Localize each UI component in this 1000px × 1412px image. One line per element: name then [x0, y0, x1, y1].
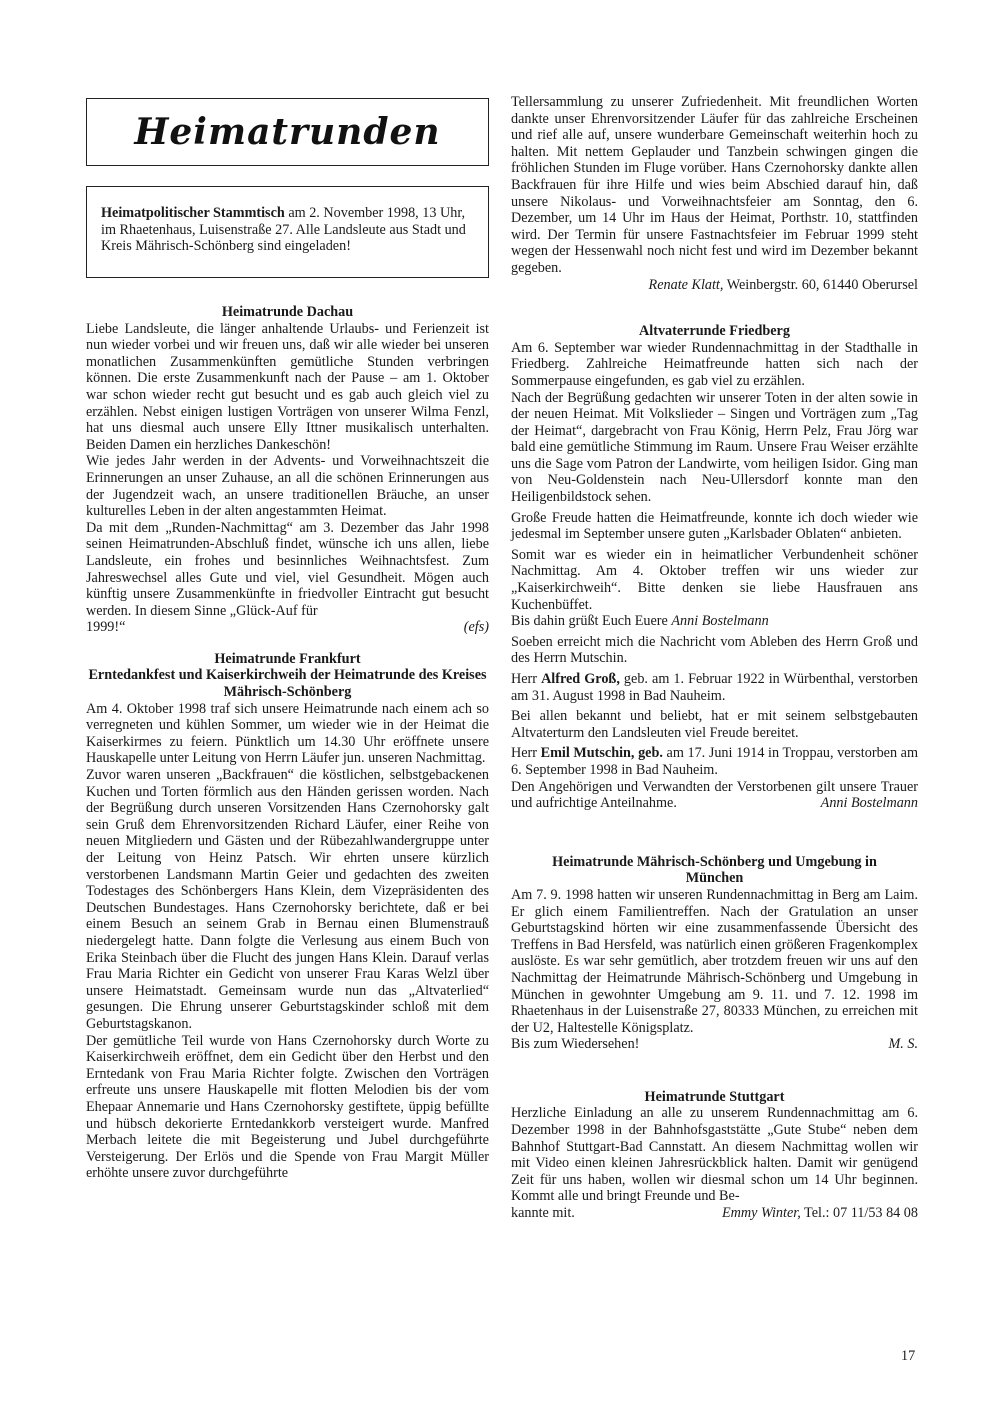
friedberg-signature: Anni Bostelmann: [820, 795, 918, 812]
frankfurt-paragraph-4: Tellersammlung zu unserer Zufriedenheit. Mit freundlichen Worten dankte unser Ehrenvorsitzender Läufer für das zahlreiche Erscheinen und rief alle auf, unsere wunderbare Gemeinschaft weiterhin hoch zu halten. Mit nettem Geplauder und Tanzbein schwingen gingen die fröhlichen Stunden im Fluge vorüber. Hans Czernohorsky dankte allen Backfrauen für ihre Hilfe und wies beim Abschied darauf hin, daß unsere Nikolaus- und Vorweihnachtsfeier am Sonntag, den 6. Dezember, um 14 Uhr im Haus der Heimat, Porthstr. 10, stattfinden wird. Der Termin für unsere Fastnachtsfeier im Februar 1999 steht wegen der Hessenwahl noch nicht fest und wird im Dezember bekannt gegeben.: [511, 94, 918, 276]
frankfurt-paragraph-1: Am 4. Oktober 1998 traf sich unsere Heimatrunde nach einem ach so verregneten und kühlen Sommer, um wieder wie in der Heimat die Kaiserkirmes zu feiern. Pünktlich um 14.30 Uhr eröffnete unsere Hauskapelle unter Leitung von Herrn Läufer jun. unseren Nachmittag.: [86, 700, 489, 767]
notice-bold: Heimatpolitischer Stammtisch: [101, 205, 285, 221]
title-box: [86, 98, 489, 166]
frankfurt-subheading: Erntedankfest und Kaiserkirchweih der Heimatrunde des Kreises Mährisch-Schönberg: [88, 667, 487, 701]
page-number: 17: [901, 1348, 916, 1364]
notice-body: am 2. November 1998, 13 Uhr, im Rhaetenhaus, Luisenstraße 27. Alle Landsleute aus Stadt und Kreis Mährisch-Schönberg sind eingeladen!: [101, 205, 466, 255]
dachau-section: [86, 304, 489, 636]
dachau-heading: Heimatrunde Dachau: [221, 304, 354, 320]
friedberg-paragraph-4: Somit war es wieder ein in heimatlicher Verbundenheit schöner Nachmittag. Am 4. Oktober treffen wir uns wieder zur „Kaiserkirchweih“. Bitte denken sie liebe Hausfrauen ans Kuchenbüffet.: [511, 546, 918, 613]
dachau-paragraph-2: Wie jedes Jahr werden in der Advents- und Vorweihnachtszeit die Erinnerungen an unser Zuhause, an all die schönen Erinnerungen aus der Jugendzeit wach, an unsere traditionellen Bräuche, an unser kulturelles Leben in der alten angestammten Heimat.: [86, 453, 489, 520]
friedberg-p7-text: geb. am 1. Februar 1922 in Würbenthal, verstorben am 31. August 1998 in Bad Nauheim.: [511, 671, 919, 704]
friedberg-p9-name: Emil Mutschin, geb.: [540, 745, 663, 762]
page-title: Heimatrunden: [134, 110, 441, 153]
frankfurt-paragraph-3: Der gemütliche Teil wurde von Hans Czernohorsky durch Worte zu Kaiserkirchweih eröffnet, dem ein Gedicht über den Herbst und den Erntedank von Frau Maria Richter folgte. Zwischen den Vorträgen erfreute uns unsere Hauskapelle mit flotten Melodien bis der vom Ehepaar Annemarie und Hans Czernohorsky gestiftete, üppig befüllte und hübsch dekorierte Erntedankkorb versteigert wurde. Manfred Merbach leitete die mit Begeisterung und Jubel durchgeführte Versteigerung. Der Erlös und die Spende von Frau Margit Müller erhöhte unsere zuvor durchgeführte: [86, 1032, 489, 1182]
dachau-paragraph-1: Liebe Landsleute, die länger anhaltende Urlaubs- und Ferienzeit ist nun wieder vorbei und wir freuen uns, daß wir alle wieder bei unseren monatlichen Zusammenkünften gemütliche Stunden verbringen können. Die erste Zusammenkunft nach der Pause – am 1. Oktober war schon wieder recht gut besucht und es gab auch gleich viel zu erzählen. Nebst einigen lustigen Vorträgen von unserer Wilma Fenzl, hat uns diesmal auch unsere Elly Ittner musikalisch unterhalten. Beiden Damen ein herzliches Dankeschön!: [86, 320, 489, 453]
stuttgart-section: [511, 1089, 918, 1222]
friedberg-paragraph-3: Große Freude hatten die Heimatfreunde, konnte ich doch wieder wie jedesmal im September unsere guten „Karlsbader Oblaten“ anbieten.: [511, 509, 918, 543]
friedberg-greeting: Bis dahin grüßt Euch Euere: [511, 613, 672, 630]
friedberg-paragraph-5: [511, 613, 918, 630]
friedberg-paragraph-10: [511, 779, 918, 812]
friedberg-p9-prefix: Herr: [511, 745, 541, 762]
stuttgart-heading: Heimatrunde Stuttgart: [644, 1088, 785, 1105]
right-column: [511, 94, 918, 1222]
stuttgart-paragraph-1: Herzliche Einladung an alle zu unserem Rundennachmittag am 6. Dezember 1998 in der Bahnhofsgaststätte „Gute Stube“ neben dem Bahnhof Stuttgart-Bad Cannstatt. An diesem Nachmittag wollen wir mit Video einen kleinen Jahresrückblick halten. Damit wir genügend Zeit für uns haben, wollen wir diesmal schon um 14 Uhr beginnen. Kommt alle und bringt Freunde und Be-: [511, 1105, 918, 1205]
left-column: [86, 94, 489, 1182]
stuttgart-signature-name: Emmy Winter,: [721, 1205, 801, 1222]
frankfurt-signature: [511, 277, 918, 294]
friedberg-heading: Altvaterrunde Friedberg: [639, 323, 790, 340]
frankfurt-heading: Heimatrunde Frankfurt: [214, 650, 361, 667]
friedberg-p7-name: Alfred Groß,: [541, 671, 620, 687]
friedberg-paragraph-8: Bei allen bekannt und beliebt, hat er mit seinem selbstgebauten Altvaterturm den Landsleuten viel Freude bereitet.: [511, 708, 918, 741]
friedberg-paragraph-1: Am 6. September war wieder Rundennachmittag in der Stadthalle in Friedberg. Zahlreiche Heimatfreunde hatten sich nach der Sommerpause eingefunden, es gab viel zu erzählen.: [511, 339, 918, 389]
friedberg-paragraph-2: Nach der Begrüßung gedachten wir unserer Toten in der alten sowie in der neuen Heimat. Mit Volkslieder – Singen und Vorträgen zum „Tag der Heimat“, dargebracht von Frau König, Herrn Pelz, Frau Jörg war bald eine gemütliche Stimmung im Raum. Unsere Frau Weiser erzählte uns die Sage vom Patron der Landwirte, vom heiligen Isidor. Ging man von Neu-Goldenstein nach Neu-Ullersdorf konnte man den Heiligenbildstock sehen.: [511, 389, 918, 506]
frankfurt-signature-name: Renate Klatt,: [648, 276, 724, 293]
friedberg-paragraph-6: Soeben erreicht mich die Nachricht vom Ableben des Herrn Groß und des Herrn Mutschin.: [511, 633, 918, 667]
muenchen-section: [511, 854, 918, 1053]
muenchen-heading: Heimatrunde Mährisch-Schönberg und Umgebung in München: [552, 853, 877, 887]
frankfurt-paragraph-2: Zuvor waren unseren „Backfrauen“ die köstlichen, selbstgebackenen Kuchen und Torten förmlich aus den Händen gerissen worden. Nach der Begrüßung durch unseren Vorsitzenden Hans Czernohorsky galt sein Gruß dem Ehrenvorsitzenden Richard Läufer, einer Reihe von neuen Mitgliedern und Gästen und der Rübezahlwandergruppe unter der Leitung von Heinz Patsch. Wir ehrten unsere kürzlich verstorbenen Landsmann Martin Geier und gedachten des zweiten Todestages des Schönbergers Hans Klein, dem Vizepräsidenten des Deutschen Bundestages. Hans Czernohorsky berichtete, daß er bei einem Besuch an seinem Grab in Bernau einen Blumenstrauß niedergelegt hatte. Dann folgte die Verlesung aus einem Buch von Erika Steinbach über die Flucht des jungen Hans Klein. Darauf verlas Frau Maria Richter ein Gedicht von unserer Frau Karas Welzl über unsere Heimatstadt. Gemeinsam wurde nun das „Altvaterlied“ gesungen. Die Ehrung unserer Geburtstagskinder schloß mit dem Geburtstagskanon.: [86, 767, 489, 1032]
dachau-paragraph-3: Da mit dem „Runden-Nachmittag“ am 3. Dezember das Jahr 1998 seinen Heimatrunden-Abschluß findet, wünsche ich uns allen, liebe Landsleute, ein frohes und besinnliches Weihnachtsfest. Zum Jahreswechsel alles Gute und viel, viel Gesundheit. Mögen auch künftig unsere Zusammenkünfte in friedvoller Eintracht gut besucht werden. In diesem Sinne „Glück-Auf für: [86, 519, 489, 619]
friedberg-p10-text: Den Angehörigen und Verwandten der Verstorbenen gilt unsere Trauer und aufrichtige Anteilnahme.: [511, 778, 918, 812]
muenchen-closing: Bis zum Wiedersehen!: [511, 1036, 640, 1053]
stuttgart-last-text: kannte mit.: [511, 1205, 575, 1222]
dachau-last-line: [86, 619, 489, 636]
friedberg-p9-text: am 17. Juni 1914 in Troppau, verstorben am 6. September 1998 in Bad Nauheim.: [511, 745, 918, 778]
stuttgart-signature-phone: Tel.: 07 11/53 84 08: [800, 1205, 918, 1222]
stuttgart-last-line: [511, 1205, 918, 1222]
stammtisch-notice: [86, 186, 489, 278]
friedberg-greeting-name: Anni Bostelmann: [671, 613, 769, 630]
muenchen-closing-line: [511, 1036, 918, 1053]
friedberg-paragraph-7: [511, 671, 918, 704]
frankfurt-signature-address: Weinbergstr. 60, 61440 Oberursel: [723, 276, 918, 293]
friedberg-section: [511, 323, 918, 812]
muenchen-paragraph-1: Am 7. 9. 1998 hatten wir unseren Rundennachmittag in Berg am Laim. Er glich einem Familientreffen. Nach der Gratulation an unser Geburtstagskind hörten wir eine zusammenfassende Übersicht des Treffens in Bad Hersfeld, was natürlich einen größeren Fragenkomplex auslöste. Es war sehr gemütlich, aber trotzdem freuen wir uns auf den Nachmittag der Heimatrunde Mährisch-Schönberg und Umgebung in München in gewohnter Umgebung am 9. 11. und 7. 12. 1998 im Rhaetenhaus in der Luisenstraße 27, 80333 München, zu erreichen mit der U2, Haltestelle Königsplatz.: [511, 886, 918, 1036]
dachau-signature: (efs): [463, 619, 489, 636]
frankfurt-section: [86, 651, 489, 1182]
notice-text: [101, 205, 476, 255]
friedberg-p7-prefix: Herr: [511, 671, 542, 687]
friedberg-paragraph-9: [511, 745, 918, 778]
dachau-last-text: 1999!“: [86, 619, 126, 636]
stuttgart-signature: [722, 1205, 918, 1222]
muenchen-signature: M. S.: [888, 1036, 918, 1053]
